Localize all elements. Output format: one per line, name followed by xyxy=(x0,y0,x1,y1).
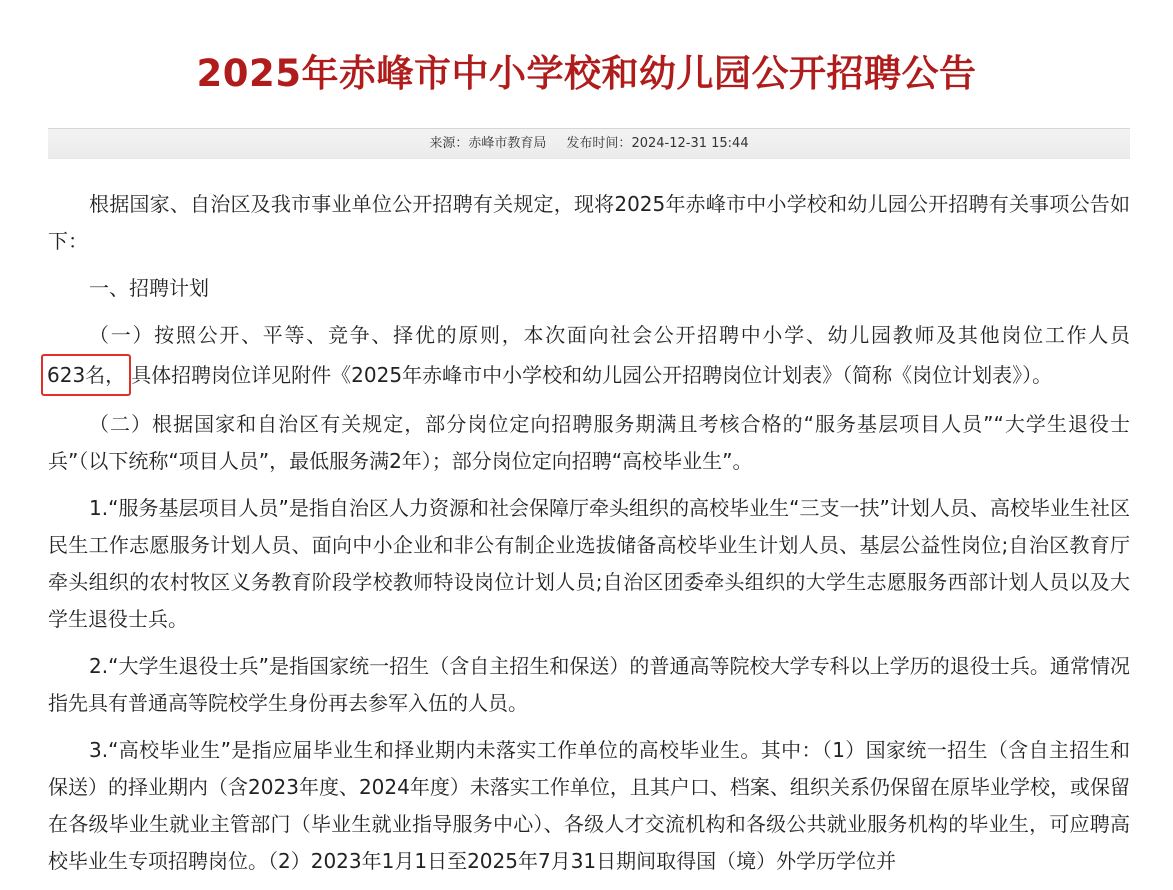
article-body xyxy=(48,186,1130,890)
plan-paragraph-2: （二）根据国家和自治区有关规定，部分岗位定向招聘服务期满且考核合格的“服务基层项目人员”“大学生退役士兵”（以下统称“项目人员”，最低服务满2年）；部分岗位定向招聘“高校毕业生”。 xyxy=(48,412,1130,473)
source-value: 赤峰市教育局 xyxy=(468,136,547,151)
section-heading: 一、招聘计划 xyxy=(89,276,209,300)
article-meta xyxy=(48,128,1130,159)
publish-time-value: 2024-12-31 15:44 xyxy=(631,136,749,151)
definition-paragraph-2: 2.“大学生退役士兵”是指国家统一招生（含自主招生和保送）的普通高等院校大学专科以上学历的退役士兵。通常情况指先具有普通高等院校学生身份再去参军入伍的人员。 xyxy=(48,654,1130,715)
definition-paragraph-1: 1.“服务基层项目人员”是指自治区人力资源和社会保障厅牵头组织的高校毕业生“三支一扶”计划人员、高校毕业生社区民生工作志愿服务计划人员、面向中小企业和非公有制企业选拔储备高校毕业生计划人员、基层公益性岗位;自治区教育厅牵头组织的农村牧区义务教育阶段学校教师特设岗位计划人员;自治区团委牵头组织的大学生志愿服务西部计划人员以及大学生退役士兵。 xyxy=(48,496,1130,631)
plan-paragraph-1 xyxy=(48,317,1130,396)
publish-time-label: 发布时间： xyxy=(566,136,632,151)
definition-paragraph-3: 3.“高校毕业生”是指应届毕业生和择业期内未落实工作单位的高校毕业生。其中：（1）国家统一招生（含自主招生和保送）的择业期内（含2023年度、2024年度）未落实工作单位，且其户口、档案、组织关系仍保留在原毕业学校，或保留在各级毕业生就业主管部门（毕业生就业指导服务中心）、各级人才交流机构和各级公共就业服务机构的毕业生，可应聘高校毕业生专项招聘岗位。（2）2023年1月1日至2025年7月31日期间取得国（境）外学历学位并 xyxy=(48,738,1130,873)
highlighted-count: 623名， xyxy=(41,354,131,396)
intro-paragraph: 根据国家、自治区及我市事业单位公开招聘有关规定，现将2025年赤峰市中小学校和幼儿园公开招聘有关事项公告如下： xyxy=(48,192,1130,253)
plan-text-after: 具体招聘岗位详见附件《2025年赤峰市中小学校和幼儿园公开招聘岗位计划表》（简称《岗位计划表》）。 xyxy=(131,363,1053,387)
source-label: 来源： xyxy=(429,136,469,151)
article-title: 2025年赤峰市中小学校和幼儿园公开招聘公告 xyxy=(196,52,977,95)
plan-text-before: （一）按照公开、平等、竞争、择优的原则，本次面向社会公开招聘中小学、幼儿园教师及其他岗位工作人员 xyxy=(89,323,1130,347)
